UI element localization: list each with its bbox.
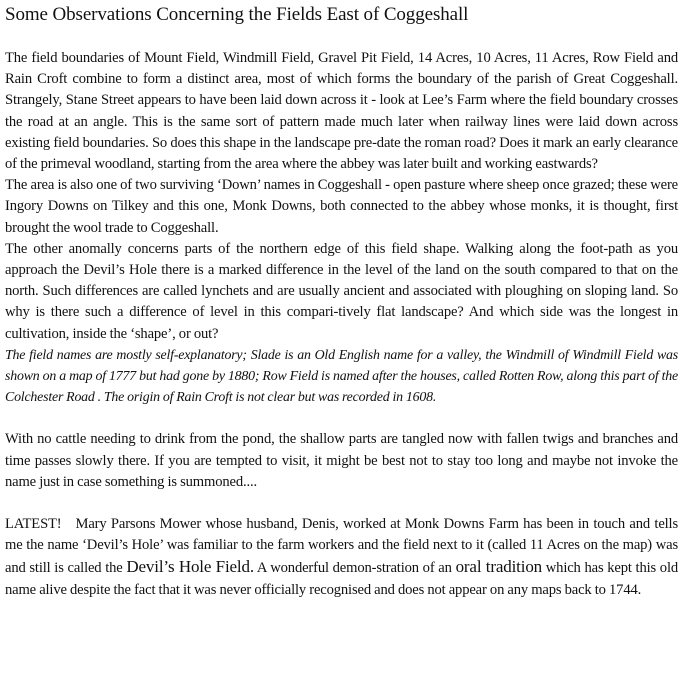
latest-text-part-1: Mary Parsons Mower whose husband, Denis, worked at Monk Downs Farm has been in touch and tells me the name ‘Devil’s Hole’ was familiar to the farm workers and the field next to it (called 11 Acres on the map) was and still is called the [5, 516, 678, 577]
latest-label: LATEST! [5, 516, 62, 533]
paragraph-field-boundaries: The field boundaries of Mount Field, Windmill Field, Gravel Pit Field, 14 Acres, 10 Acres, 11 Acres, Row Field and Rain Croft combine to form a distinct area, most of which forms the boundary of the parish of Great Coggeshall. Strangely, Stane Street appears to have been laid down across it - look at Lee’s Farm where the field boundary crosses the road at an angle. This is the same sort of pattern made much later when railway lines were laid down across existing field boundaries. So does this shape in the landscape pre-date the roman road? Does it mark an early clearance of the primeval woodland, starting from the area where the abbey was later built and working eastwards? [5, 50, 678, 173]
document-body [5, 48, 678, 601]
oral-tradition-emphasis: oral tradition [455, 557, 543, 577]
paragraph-latest [5, 514, 678, 601]
devils-hole-field-emphasis: Devil’s Hole Field. [126, 557, 254, 577]
document-title: Some Observations Concerning the Fields East of Coggeshall [5, 4, 469, 25]
latest-text-part-3: which has kept this old name alive despite the fact that it was never officially recognised and does not appear on any maps back to 1744. [5, 560, 678, 598]
latest-text-part-2: A wonderful demon-stration of an [253, 560, 452, 577]
field-names-note: The field names are mostly self-explanatory; Slade is an Old English name for a valley, the Windmill of Windmill Field was shown on a map of 1777 but had gone by 1880; Row Field is named after the houses, called Rotten Row, along this part of the Colchester Road . The origin of Rain Croft is not clear but was recorded in 1608. [5, 347, 678, 406]
paragraph-lynchets: The other anomally concerns parts of the northern edge of this field shape. Walking along the foot-path as you approach the Devil’s Hole there is a marked difference in the level of the land on the south compared to that on the north. Such differences are called lynchets and are usually ancient and associated with ploughing on sloping land. So why is there such a difference of level in this compari-tively flat landscape? And which side was the longest in cultivation, inside the ‘shape’, or out? [5, 240, 678, 342]
paragraph-pond: With no cattle needing to drink from the pond, the shallow parts are tangled now with fallen twigs and branches and time passes slowly there. If you are tempted to visit, it might be best not to stay too long and maybe not invoke the name just in case something is summoned.... [5, 431, 678, 490]
paragraph-down-names: The area is also one of two surviving ‘Down’ names in Coggeshall - open pasture where sheep once grazed; these were Ingory Downs on Tilkey and this one, Monk Downs, both connected to the abbey whose monks, it is thought, first brought the wool trade to Coggeshall. [5, 177, 678, 236]
